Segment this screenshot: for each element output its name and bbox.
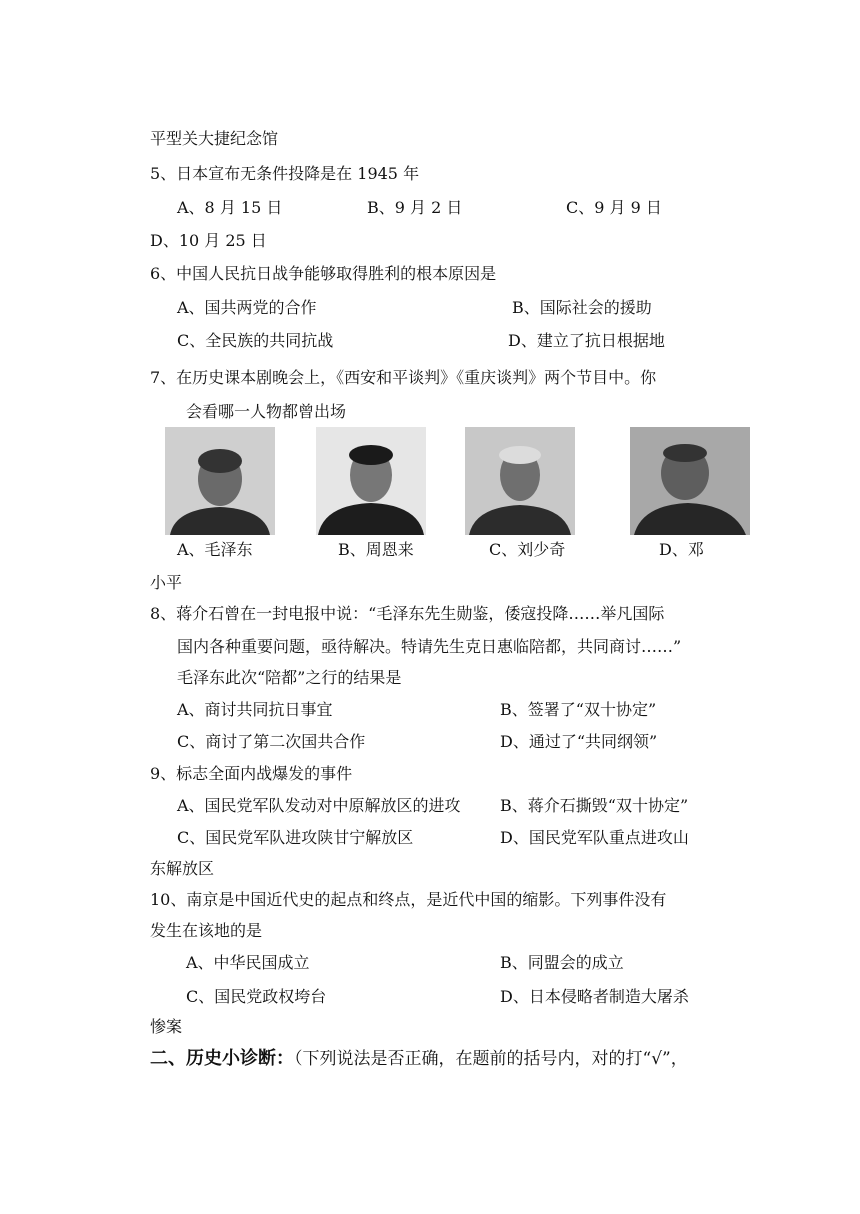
- option-a: A、国共两党的合作: [177, 298, 317, 317]
- question-5: 5、日本宣布无条件投降是在 1945 年: [150, 164, 420, 183]
- question-8-cont: 国内各种重要问题，亟待解决。特请先生克日惠临陪都，共同商讨……”: [177, 637, 682, 656]
- question-7-cont: 会看哪一人物都曾出场: [186, 402, 347, 421]
- option-c: C、全民族的共同抗战: [177, 331, 334, 350]
- question-10: 10、南京是中国近代史的起点和终点，是近代中国的缩影。下列事件没有: [150, 890, 667, 909]
- option-d-cont: 东解放区: [150, 859, 215, 878]
- option-d: D、日本侵略者制造大屠杀: [500, 987, 689, 1006]
- section-2-heading: [150, 1048, 688, 1070]
- option-c: C、国民党政权垮台: [186, 987, 327, 1006]
- option-c: C、刘少奇: [489, 540, 566, 559]
- option-d: D、建立了抗日根据地: [508, 331, 665, 350]
- portrait-photo-d: [630, 427, 750, 535]
- option-c: C、国民党军队进攻陕甘宁解放区: [177, 828, 414, 847]
- section-2-title: 二、历史小诊断：: [150, 1048, 294, 1069]
- option-d: D、国民党军队重点进攻山: [500, 828, 689, 847]
- question-6: 6、中国人民抗日战争能够取得胜利的根本原因是: [150, 264, 497, 283]
- question-8: 8、蒋介石曾在一封电报中说：“毛泽东先生勋鉴，倭寇投降……举凡国际: [150, 604, 665, 623]
- option-a: A、8 月 15 日: [177, 198, 283, 217]
- text-line: 平型关大捷纪念馆: [150, 129, 279, 148]
- option-d-cont: 小平: [150, 573, 183, 592]
- question-9: 9、标志全面内战爆发的事件: [150, 764, 353, 783]
- option-d-cont: 惨案: [150, 1017, 183, 1036]
- option-d: D、通过了“共同纲领”: [500, 732, 658, 751]
- option-c: C、9 月 9 日: [566, 198, 662, 217]
- option-b: B、国际社会的援助: [512, 298, 652, 317]
- option-c: C、商讨了第二次国共合作: [177, 732, 366, 751]
- portrait-photo-c: [465, 427, 575, 535]
- section-2-instructions: （下列说法是否正确，在题前的括号内，对的打“√”，: [294, 1049, 688, 1069]
- option-b: B、签署了“双十协定”: [500, 700, 657, 719]
- option-d: D、10 月 25 日: [150, 231, 267, 250]
- question-7: 7、在历史课本剧晚会上，《西安和平谈判》《重庆谈判》两个节目中。你: [150, 368, 657, 387]
- option-b: B、蒋介石撕毁“双十协定”: [500, 796, 689, 815]
- portrait-photo-a: [165, 427, 275, 535]
- portrait-photo-b: [316, 427, 426, 535]
- question-10-cont: 发生在该地的是: [150, 921, 263, 940]
- option-a: A、国民党军队发动对中原解放区的进攻: [177, 796, 461, 815]
- option-b: B、周恩来: [338, 540, 414, 559]
- option-a: A、毛泽东: [177, 540, 253, 559]
- option-a: A、中华民国成立: [186, 953, 310, 972]
- option-d: D、邓: [659, 540, 704, 559]
- option-b: B、9 月 2 日: [367, 198, 463, 217]
- option-b: B、同盟会的成立: [500, 953, 624, 972]
- question-8-cont: 毛泽东此次“陪都”之行的结果是: [177, 668, 402, 687]
- option-a: A、商讨共同抗日事宜: [177, 700, 333, 719]
